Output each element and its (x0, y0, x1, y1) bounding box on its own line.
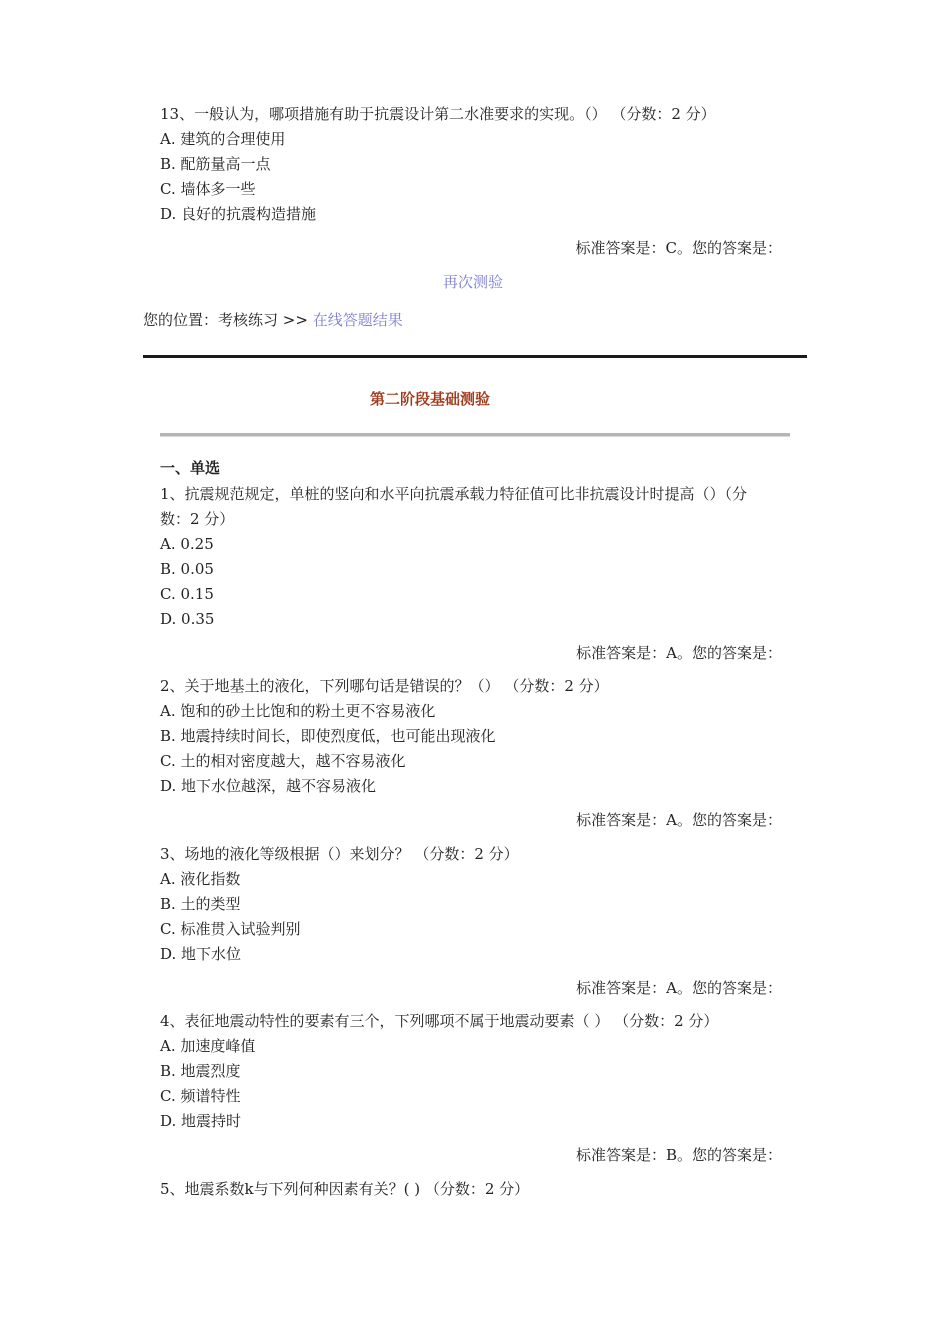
question-13-option-c: C. 墙体多一些 (160, 180, 256, 198)
breadcrumb (143, 310, 403, 330)
question-4-option-b: B. 地震烈度 (160, 1062, 241, 1080)
question-3-option-c: C. 标准贯入试验判别 (160, 920, 301, 938)
question-2-option-c: C. 土的相对密度越大，越不容易液化 (160, 752, 406, 770)
question-1-answer: 标准答案是：A。您的答案是： (576, 644, 782, 662)
question-1-option-a: A. 0.25 (160, 535, 214, 553)
question-1-option-c: C. 0.15 (160, 585, 214, 603)
question-13-answer: 标准答案是：C。您的答案是： (575, 239, 782, 257)
retake-quiz-link[interactable]: 再次测验 (443, 273, 504, 291)
question-1-option-d: D. 0.35 (160, 610, 215, 628)
question-4-option-c: C. 频谱特性 (160, 1087, 241, 1105)
question-4-answer: 标准答案是：B。您的答案是： (575, 1146, 782, 1164)
question-4-text: 4、表征地震动特性的要素有三个，下列哪项不属于地震动要素（ ） （分数：2 分） (160, 1012, 719, 1030)
question-4-option-d: D. 地震持时 (160, 1112, 242, 1130)
question-2-option-b: B. 地震持续时间长，即使烈度低，也可能出现液化 (160, 727, 496, 745)
question-2-option-d: D. 地下水位越深，越不容易液化 (160, 777, 377, 795)
question-5-text: 5、地震系数k与下列何种因素有关？( ) （分数：2 分） (160, 1180, 530, 1198)
breadcrumb-link-results[interactable]: 在线答题结果 (312, 311, 403, 329)
question-3-option-a: A. 液化指数 (160, 870, 241, 888)
question-2-text: 2、关于地基土的液化，下列哪句话是错误的？（） （分数：2 分） (160, 677, 609, 695)
question-1-text-cont: 数：2 分） (160, 510, 235, 528)
question-2-answer: 标准答案是：A。您的答案是： (576, 811, 782, 829)
header-divider (143, 355, 807, 358)
question-3-option-d: D. 地下水位 (160, 945, 242, 963)
question-13-text: 13、一般认为，哪项措施有助于抗震设计第二水准要求的实现。（） （分数：2 分） (160, 105, 716, 123)
question-3-text: 3、场地的液化等级根据（）来划分？ （分数：2 分） (160, 845, 519, 863)
question-13-option-a: A. 建筑的合理使用 (160, 130, 286, 148)
question-13-option-b: B. 配筋量高一点 (160, 155, 271, 173)
title-divider (160, 433, 790, 437)
question-1-option-b: B. 0.05 (160, 560, 214, 578)
question-4-option-a: A. 加速度峰值 (160, 1037, 256, 1055)
question-13-option-d: D. 良好的抗震构造措施 (160, 205, 317, 223)
question-2-option-a: A. 饱和的砂土比饱和的粉土更不容易液化 (160, 702, 436, 720)
section-heading: 一、单选 (160, 459, 221, 477)
question-3-answer: 标准答案是：A。您的答案是： (576, 979, 782, 997)
breadcrumb-label: 您的位置：考核练习 >> (143, 311, 313, 329)
question-1-text: 1、抗震规范规定，单桩的竖向和水平向抗震承载力特征值可比非抗震设计时提高（）（分 (160, 485, 748, 503)
question-3-option-b: B. 土的类型 (160, 895, 241, 913)
quiz-title: 第二阶段基础测验 (370, 390, 491, 408)
